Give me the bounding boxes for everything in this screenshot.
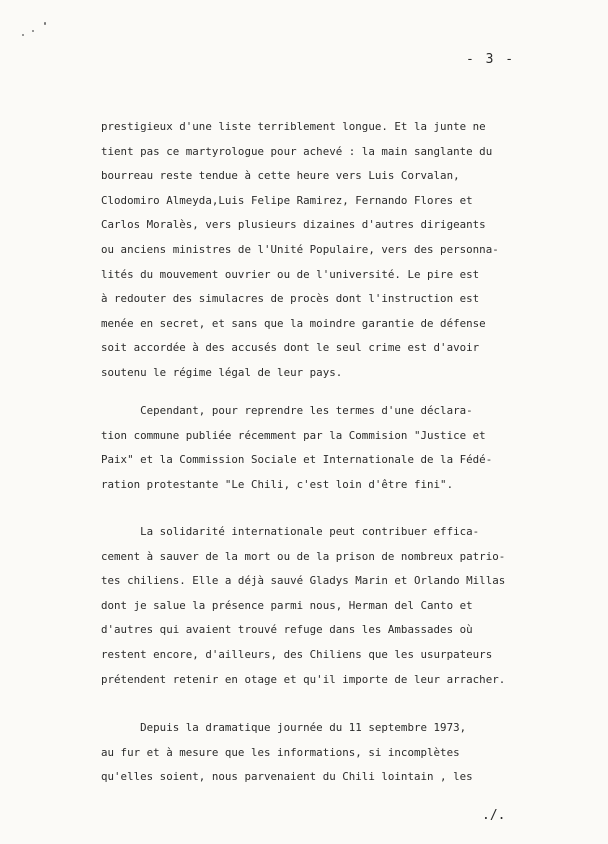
text-line: ration protestante "Le Chili, c'est loin d'être fini". [101, 477, 454, 491]
text-line: Clodomiro Almeyda,Luis Felipe Ramirez, Fernando Flores et [101, 193, 473, 207]
text-line: tient pas ce martyrologue pour achevé : la main sanglante du [101, 144, 493, 158]
paragraph-3 [101, 520, 561, 692]
text-line: La solidarité internationale peut contribuer effica- [101, 525, 480, 538]
text-line: menée en secret, et sans que la moindre garantie de défense [101, 316, 486, 330]
page-number: - 3 - [466, 52, 516, 67]
continuation-mark: ./. [482, 808, 506, 823]
text-line: Cependant, pour reprendre les termes d'une déclara- [101, 404, 473, 417]
text-line: tion commune publiée récemment par la Commision "Justice et [101, 428, 486, 442]
text-line: restent encore, d'ailleurs, des Chiliens que les usurpateurs [101, 647, 493, 661]
text-line: à redouter des simulacres de procès dont l'instruction est [101, 292, 480, 306]
text-line: qu'elles soient, nous parvenaient du Chili lointain , les [101, 770, 473, 784]
text-line: bourreau reste tendue à cette heure vers Luis Corvalan, [101, 169, 460, 183]
scan-speck [44, 22, 46, 25]
paragraph-2 [101, 399, 561, 497]
text-line: dont je salue la présence parmi nous, Herman del Canto et [101, 598, 473, 612]
text-line: au fur et à mesure que les informations, si incomplètes [101, 745, 460, 759]
text-line: Carlos Moralès, vers plusieurs dizaines d'autres dirigeants [101, 218, 486, 232]
text-line: Depuis la dramatique journée du 11 septembre 1973, [101, 721, 467, 734]
paragraph-4 [101, 716, 561, 790]
text-line: soit accordée à des accusés dont le seul crime est d'avoir [101, 341, 480, 355]
text-line: soutenu le régime légal de leur pays. [101, 365, 343, 379]
text-line: ou anciens ministres de l'Unité Populaire, vers des personna- [101, 242, 499, 256]
scan-speck [32, 30, 34, 32]
text-line: tes chiliens. Elle a déjà sauvé Gladys Marin et Orlando Millas [101, 574, 506, 588]
text-line: prestigieux d'une liste terriblement longue. Et la junte ne [101, 120, 486, 133]
text-line: prétendent retenir en otage et qu'il importe de leur arracher. [101, 672, 506, 686]
text-line: d'autres qui avaient trouvé refuge dans les Ambassades où [101, 623, 473, 637]
scan-speck [22, 34, 24, 36]
text-line: lités du mouvement ouvrier ou de l'université. Le pire est [101, 267, 480, 281]
text-line: cement à sauver de la mort ou de la prison de nombreux patrio- [101, 549, 506, 563]
paragraph-1 [101, 115, 561, 386]
text-line: Paix" et la Commission Sociale et Internationale de la Fédé- [101, 453, 493, 467]
